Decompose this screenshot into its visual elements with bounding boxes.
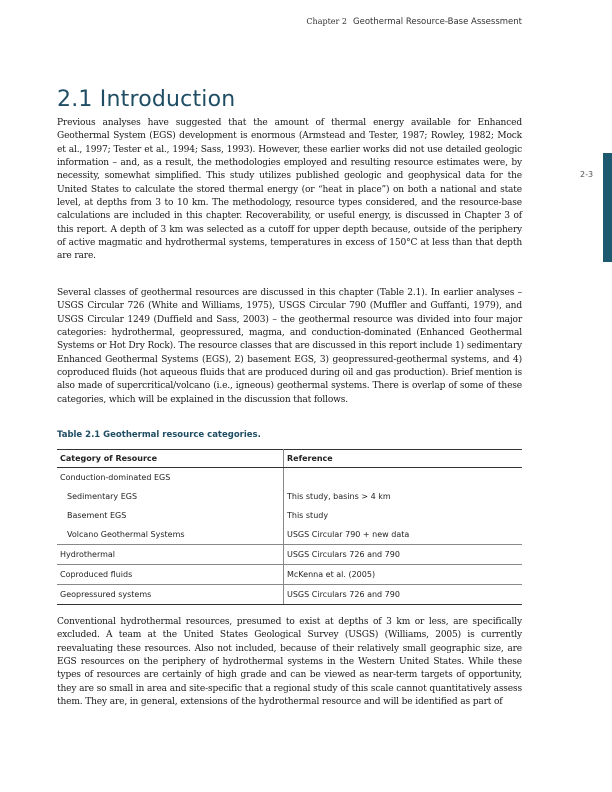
category-cell: Geopressured systems — [57, 585, 284, 605]
table-row — [57, 525, 522, 545]
chapter-label: Chapter 2 — [306, 17, 347, 26]
section-title: 2.1 Introduction — [57, 87, 236, 112]
chapter-title: Geothermal Resource-Base Assessment — [353, 17, 522, 27]
reference-cell: USGS Circulars 726 and 790 — [284, 585, 523, 605]
paragraph-1: Previous analyses have suggested that the amount of thermal energy available for Enhanced Geothermal System (EGS) development is enormous (Armstead and Tester, 1987; Rowley, 1982; Mock et al., 1997; Tester et al., 1994; Sass, 1993). However, these earlier works did not use detailed geologic information – and, as a result, the methodologies employed and resulting resource estimates were, by necessity, somewhat simplified. This study utilizes published geologic and geophysical data for the United States to calculate the stored thermal energy (or “heat in place”) on both a national and state level, at depths from 3 to 10 km. The methodology, resource types considered, and the resource-base calculations are included in this chapter. Recoverability, or useful energy, is discussed in Chapter 3 of this report. A depth of 3 km was selected as a cutoff for upper depth because, outside of the periphery of active magmatic and hydrothermal systems, temperatures in excess of 150°C at less than that depth are rare. — [57, 118, 522, 262]
table-row — [57, 487, 522, 506]
paragraph-2: Several classes of geothermal resources are discussed in this chapter (Table 2.1). In earlier analyses – USGS Circular 726 (White and Williams, 1975), USGS Circular 790 (Muffler and Guffanti, 1979), and USGS Circular 1249 (Duffield and Sass, 2003) – the geothermal resource was divided into four major categories: hydrothermal, geopressured, magma, and conduction-dominated (Enhanced Geothermal Systems or Hot Dry Rock). The resource classes that are discussed in this report include 1) sedimentary Enhanced Geothermal Systems (EGS), 2) basement EGS, 3) geopressured-geothermal systems, and 4) coproduced fluids (hot aqueous fluids that are produced during oil and gas production). Brief mention is also made of supercritical/volcano (i.e., igneous) geothermal systems. There is overlap of some of these categories, which will be explained in the discussion that follows. — [57, 288, 522, 405]
page-number: 2-3 — [580, 170, 594, 179]
reference-cell: USGS Circular 790 + new data — [284, 525, 523, 545]
category-cell: Volcano Geothermal Systems — [57, 525, 284, 545]
table-row — [57, 565, 522, 585]
reference-cell: This study, basins > 4 km — [287, 492, 391, 501]
reference-cell — [284, 468, 523, 488]
table-header-row — [57, 450, 522, 468]
table-row — [57, 506, 522, 525]
category-cell: Conduction-dominated EGS — [57, 468, 284, 488]
table-row — [57, 468, 522, 488]
chapter-side-tab — [603, 153, 612, 262]
column-header-reference: Reference — [284, 450, 523, 468]
running-header — [306, 17, 522, 27]
reference-cell: This study — [287, 511, 329, 520]
category-cell: Hydrothermal — [57, 545, 284, 565]
reference-cell: McKenna et al. (2005) — [284, 565, 523, 585]
table-caption: Table 2.1 Geothermal resource categories. — [57, 430, 261, 440]
category-cell: Coproduced fluids — [57, 565, 284, 585]
category-cell: Basement EGS — [57, 506, 284, 525]
table-row — [57, 545, 522, 565]
category-cell: Sedimentary EGS — [57, 487, 284, 506]
reference-cell: USGS Circulars 726 and 790 — [284, 545, 523, 565]
column-header-category: Category of Resource — [57, 450, 284, 468]
paragraph-3: Conventional hydrothermal resources, presumed to exist at depths of 3 km or less, are specifically excluded. A team at the United States Geological Survey (USGS) (Williams, 2005) is currently reevaluating these resources. Also not included, because of their relatively small geographic size, are EGS resources on the periphery of hydrothermal systems in the Western United States. While these types of resources are certainly of high grade and can be viewed as near-term targets of opportunity, they are so small in area and site-specific that a regional study of this scale cannot quantitatively assess them. They are, in general, extensions of the hydrothermal resource and will be identified as part of — [57, 617, 522, 708]
table-row — [57, 585, 522, 605]
resource-categories-table — [57, 449, 522, 605]
